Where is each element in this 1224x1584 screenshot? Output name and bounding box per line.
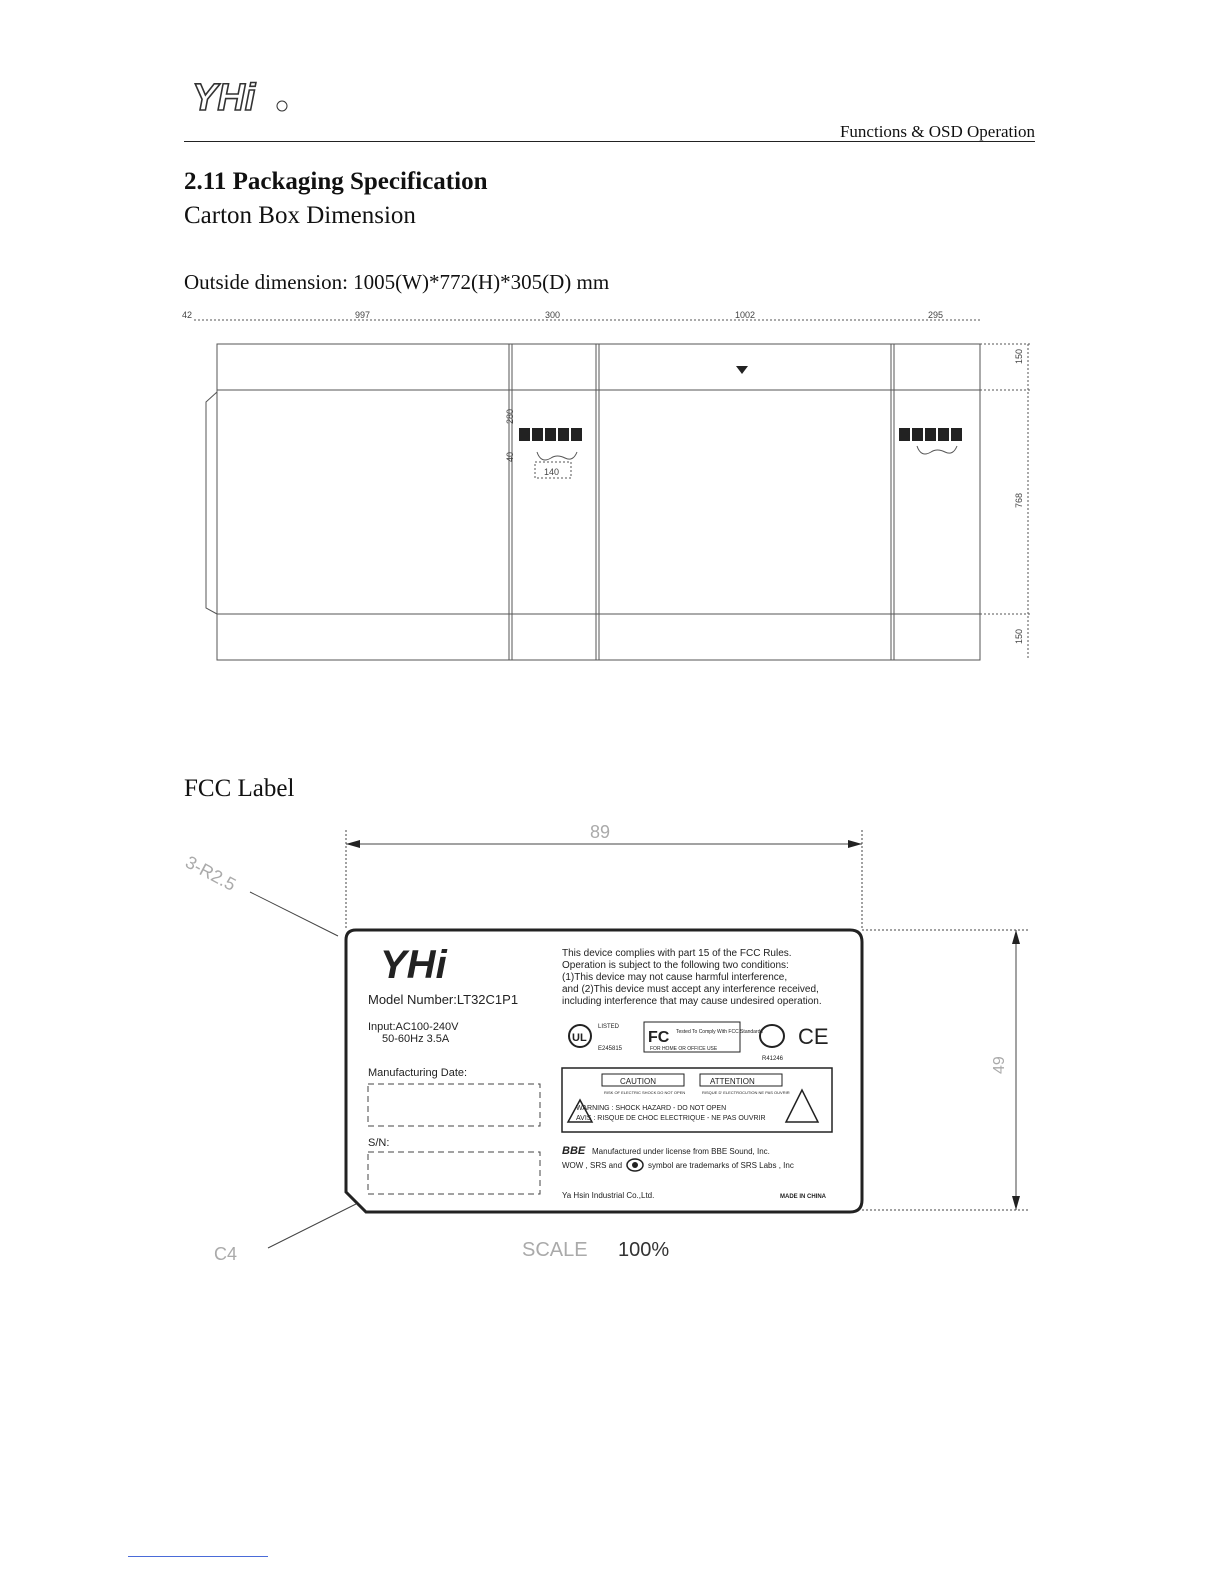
attention-sub-text: RISQUE D' ELECTROCUTION NE PAS OUVRIR [702, 1090, 790, 1095]
fc-footer-text: FOR HOME OR OFFICE USE [650, 1046, 718, 1052]
carton-dim-40: 40 [505, 451, 515, 462]
fcc-chamfer-note: C4 [214, 1244, 238, 1264]
attention-text: ATTENTION [710, 1077, 755, 1086]
fcc-compliance-line1: This device complies with part 15 of the FCC Rules. [562, 948, 792, 959]
caution-text: CAUTION [620, 1077, 656, 1086]
ce-mark: CE [798, 1024, 829, 1049]
avis-text: AVIS : RISQUE DE CHOC ELECTRIQUE - NE PAS OUVRIR [576, 1115, 766, 1122]
fcc-scale-label: SCALE [522, 1239, 588, 1261]
fcc-input-line1: Input:AC100-240V [368, 1021, 459, 1033]
outside-dimension: Outside dimension: 1005(W)*772(H)*305(D) mm [184, 270, 610, 294]
made-in-text: MADE IN CHINA [780, 1194, 826, 1200]
fcc-compliance-line5: including interference that may cause undesired operation. [562, 996, 822, 1007]
carton-dim-150-bottom: 150 [1014, 628, 1024, 644]
fc-tested-text: Tested To Comply With FCC Standards [676, 1029, 763, 1035]
fcc-model-number: Model Number:LT32C1P1 [368, 992, 519, 1007]
bbe-license-text: Manufactured under license from BBE Sound, Inc. [592, 1147, 770, 1156]
carton-dim-295: 295 [928, 310, 944, 320]
header-logo [184, 72, 294, 122]
company-name: Ya Hsin Industrial Co.,Ltd. [562, 1191, 655, 1200]
footnote-rule [128, 1556, 268, 1557]
section-subtitle: Carton Box Dimension [184, 202, 416, 229]
fcc-scale-value: 100% [618, 1239, 670, 1261]
fcc-compliance-line2: Operation is subject to the following two conditions: [562, 960, 789, 971]
ul-listed-text: LISTED [598, 1024, 620, 1030]
carton-dim-300: 300 [545, 310, 561, 320]
caution-sub-text: RISK OF ELECTRIC SHOCK DO NOT OPEN [604, 1090, 686, 1095]
carton-dieline-drawing [180, 306, 1040, 666]
fcc-radius-note: 3-R2.5 [182, 851, 240, 895]
header-rule [184, 141, 1035, 142]
carton-dim-768: 768 [1014, 492, 1024, 508]
fcc-brand-logo: YHi [380, 943, 447, 987]
fcc-dim-49: 49 [991, 1056, 1008, 1074]
header-logo-text: YHi [192, 77, 256, 119]
srs-text-pre: WOW , SRS and [562, 1161, 623, 1170]
fcc-sn-label: S/N: [368, 1137, 390, 1149]
fcc-mfg-date-label: Manufacturing Date: [368, 1067, 468, 1079]
fcc-compliance-line4: and (2)This device must accept any interference received, [562, 984, 819, 995]
bbe-logo: BBE [562, 1145, 586, 1157]
header-section-label: Functions & OSD Operation [839, 122, 1035, 141]
section-title: 2.11 Packaging Specification [184, 168, 488, 195]
carton-dim-997: 997 [355, 310, 371, 320]
fcc-dim-89: 89 [590, 822, 611, 842]
carton-dim-1002: 1002 [735, 310, 756, 320]
srs-text-post: symbol are trademarks of SRS Labs , Inc [648, 1161, 794, 1170]
carton-dim-140: 140 [544, 467, 560, 477]
fcc-input-line2: 50-60Hz 3.5A [382, 1033, 450, 1045]
fcc-label-drawing [170, 820, 1050, 1270]
fc-mark-text: FC [648, 1029, 670, 1046]
warning-text: WARNING : SHOCK HAZARD - DO NOT OPEN [576, 1105, 727, 1112]
carton-dim-150-top: 150 [1014, 348, 1024, 364]
carton-dim-42: 42 [182, 310, 193, 320]
fcc-label-title: FCC Label [184, 775, 295, 802]
ul-mark-icon: UL [572, 1032, 587, 1044]
fcc-compliance-line3: (1)This device may not cause harmful interference, [562, 972, 788, 983]
rohs-code: R41246 [762, 1056, 784, 1062]
ul-code-text: E245815 [598, 1046, 623, 1052]
carton-dim-280: 280 [505, 408, 515, 424]
